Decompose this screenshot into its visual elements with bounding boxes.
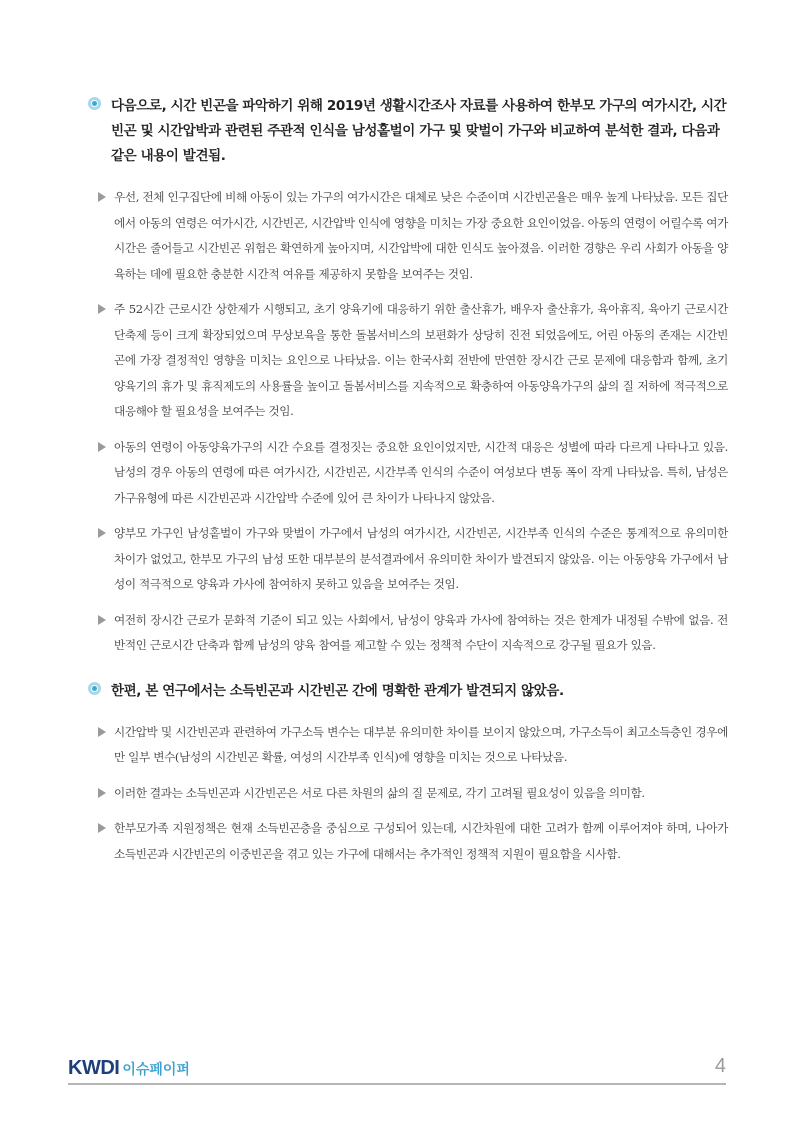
list-item-text: 이러한 결과는 소득빈곤과 시간빈곤은 서로 다른 차원의 삶의 질 문제로, 각기 고려될 필요성이 있음을 의미함. [114,785,645,800]
bullet-list [88,185,728,659]
list-item-text: 아동의 연령이 아동양육가구의 시간 수요를 결정짓는 중요한 요인이었지만, 시간적 대응은 성별에 따라 다르게 나타나고 있음. 남성의 경우 아동의 연령에 따른 여가시간, 시간빈곤, 시간부족 인식의 수준이 여성보다 변동 폭이 작게 나타났음. 특히, 남성은 가구유형에 따른 시간빈곤과 시간압박 수준에 있어 큰 차이가 나타나지 않았음. [114,439,728,505]
page-number: 4 [714,1055,726,1077]
section-heading-text: 한편, 본 연구에서는 소득빈곤과 시간빈곤 간에 명확한 관계가 발견되지 않았음. [111,682,564,699]
page-footer [68,1055,726,1085]
section-1 [88,94,728,659]
document-body [88,94,728,887]
section-2 [88,679,728,868]
kwdi-logo [68,1057,190,1080]
section-heading [88,679,728,704]
triangle-bullet-icon [98,528,106,538]
circle-bullet-icon [88,97,101,110]
circle-bullet-icon [88,682,101,695]
list-item-text: 여전히 장시간 근로가 문화적 기준이 되고 있는 사회에서, 남성이 양육과 가사에 참여하는 것은 한계가 내정될 수밖에 없음. 전반적인 근로시간 단축과 함께 남성의 양육 참여를 제고할 수 있는 정책적 수단이 지속적으로 강구될 필요가 있음. [114,612,728,652]
triangle-bullet-icon [98,304,106,314]
logo-brand-text: KWDI [68,1057,120,1079]
triangle-bullet-icon [98,788,106,798]
triangle-bullet-icon [98,442,106,452]
section-heading-text: 다음으로, 시간 빈곤을 파악하기 위해 2019년 생활시간조사 자료를 사용하여 한부모 가구의 여가시간, 시간빈곤 및 시간압박과 관련된 주관적 인식을 남성홑벌이 가구 및 맞벌이 가구와 비교하여 분석한 결과, 다음과 같은 내용이 발견됨. [111,98,727,164]
list-item [98,435,728,512]
list-item-text: 양부모 가구인 남성홑벌이 가구와 맞벌이 가구에서 남성의 여가시간, 시간빈곤, 시간부족 인식의 수준은 통계적으로 유의미한 차이가 없었고, 한부모 가구의 남성 또한 대부분의 분석결과에서 유의미한 차이가 발견되지 않았음. 이는 아동양육 가구에서 남성이 적극적으로 양육과 가사에 참여하지 못하고 있음을 보여주는 것임. [114,526,728,591]
triangle-bullet-icon [98,823,106,833]
triangle-bullet-icon [98,192,106,202]
list-item [98,608,728,659]
list-item [98,781,728,807]
list-item [98,720,728,771]
bullet-list [88,720,728,868]
list-item [98,521,728,598]
list-item [98,185,728,287]
list-item [98,816,728,867]
list-item-text: 우선, 전체 인구집단에 비해 아동이 있는 가구의 여가시간은 대체로 낮은 수준이며 시간빈곤율은 매우 높게 나타났음. 모든 집단에서 아동의 연령은 여가시간, 시간빈곤, 시간압박 인식에 영향을 미치는 가장 중요한 요인이었음. 아동의 연령이 어릴수록 여가시간은 줄어들고 시간빈곤 위험은 확연하게 높아지며, 시간압박에 대한 인식도 높아졌음. 이러한 경향은 우리 사회가 아동을 양육하는 데에 필요한 충분한 시간적 여유를 제공하지 못함을 보여주는 것임. [114,190,728,281]
triangle-bullet-icon [98,615,106,625]
section-heading [88,94,728,169]
list-item [98,297,728,425]
list-item-text: 시간압박 및 시간빈곤과 관련하여 가구소득 변수는 대부분 유의미한 차이를 보이지 않았으며, 가구소득이 최고소득층인 경우에만 일부 변수(남성의 시간빈곤 확률, 여성의 시간부족 인식)에 영향을 미치는 것으로 나타났음. [114,724,728,764]
triangle-bullet-icon [98,727,106,737]
list-item-text: 한부모가족 지원정책은 현재 소득빈곤층을 중심으로 구성되어 있는데, 시간차원에 대한 고려가 함께 이루어져야 하며, 나아가 소득빈곤과 시간빈곤의 이중빈곤을 겪고 있는 가구에 대해서는 추가적인 정책적 지원이 필요함을 시사함. [114,821,728,861]
list-item-text: 주 52시간 근로시간 상한제가 시행되고, 초기 양육기에 대응하기 위한 출산휴가, 배우자 출산휴가, 육아휴직, 육아기 근로시간 단축제 등이 크게 확장되었으며 무상보육을 통한 돌봄서비스의 보편화가 상당히 진전 되었음에도, 어린 아동의 존재는 시간빈곤에 가장 결정적인 영향을 미치는 요인으로 나타났음. 이는 한국사회 전반에 만연한 장시간 근로 문제에 대응함과 함께, 초기 양육기의 휴가 및 휴직제도의 사용률을 높이고 돌봄서비스를 지속적으로 확충하여 아동양육가구의 삶의 질 저하에 적극적으로 대응해야 할 필요성을 보여주는 것임. [114,302,728,418]
logo-subtitle-text: 이슈페이퍼 [122,1062,190,1078]
